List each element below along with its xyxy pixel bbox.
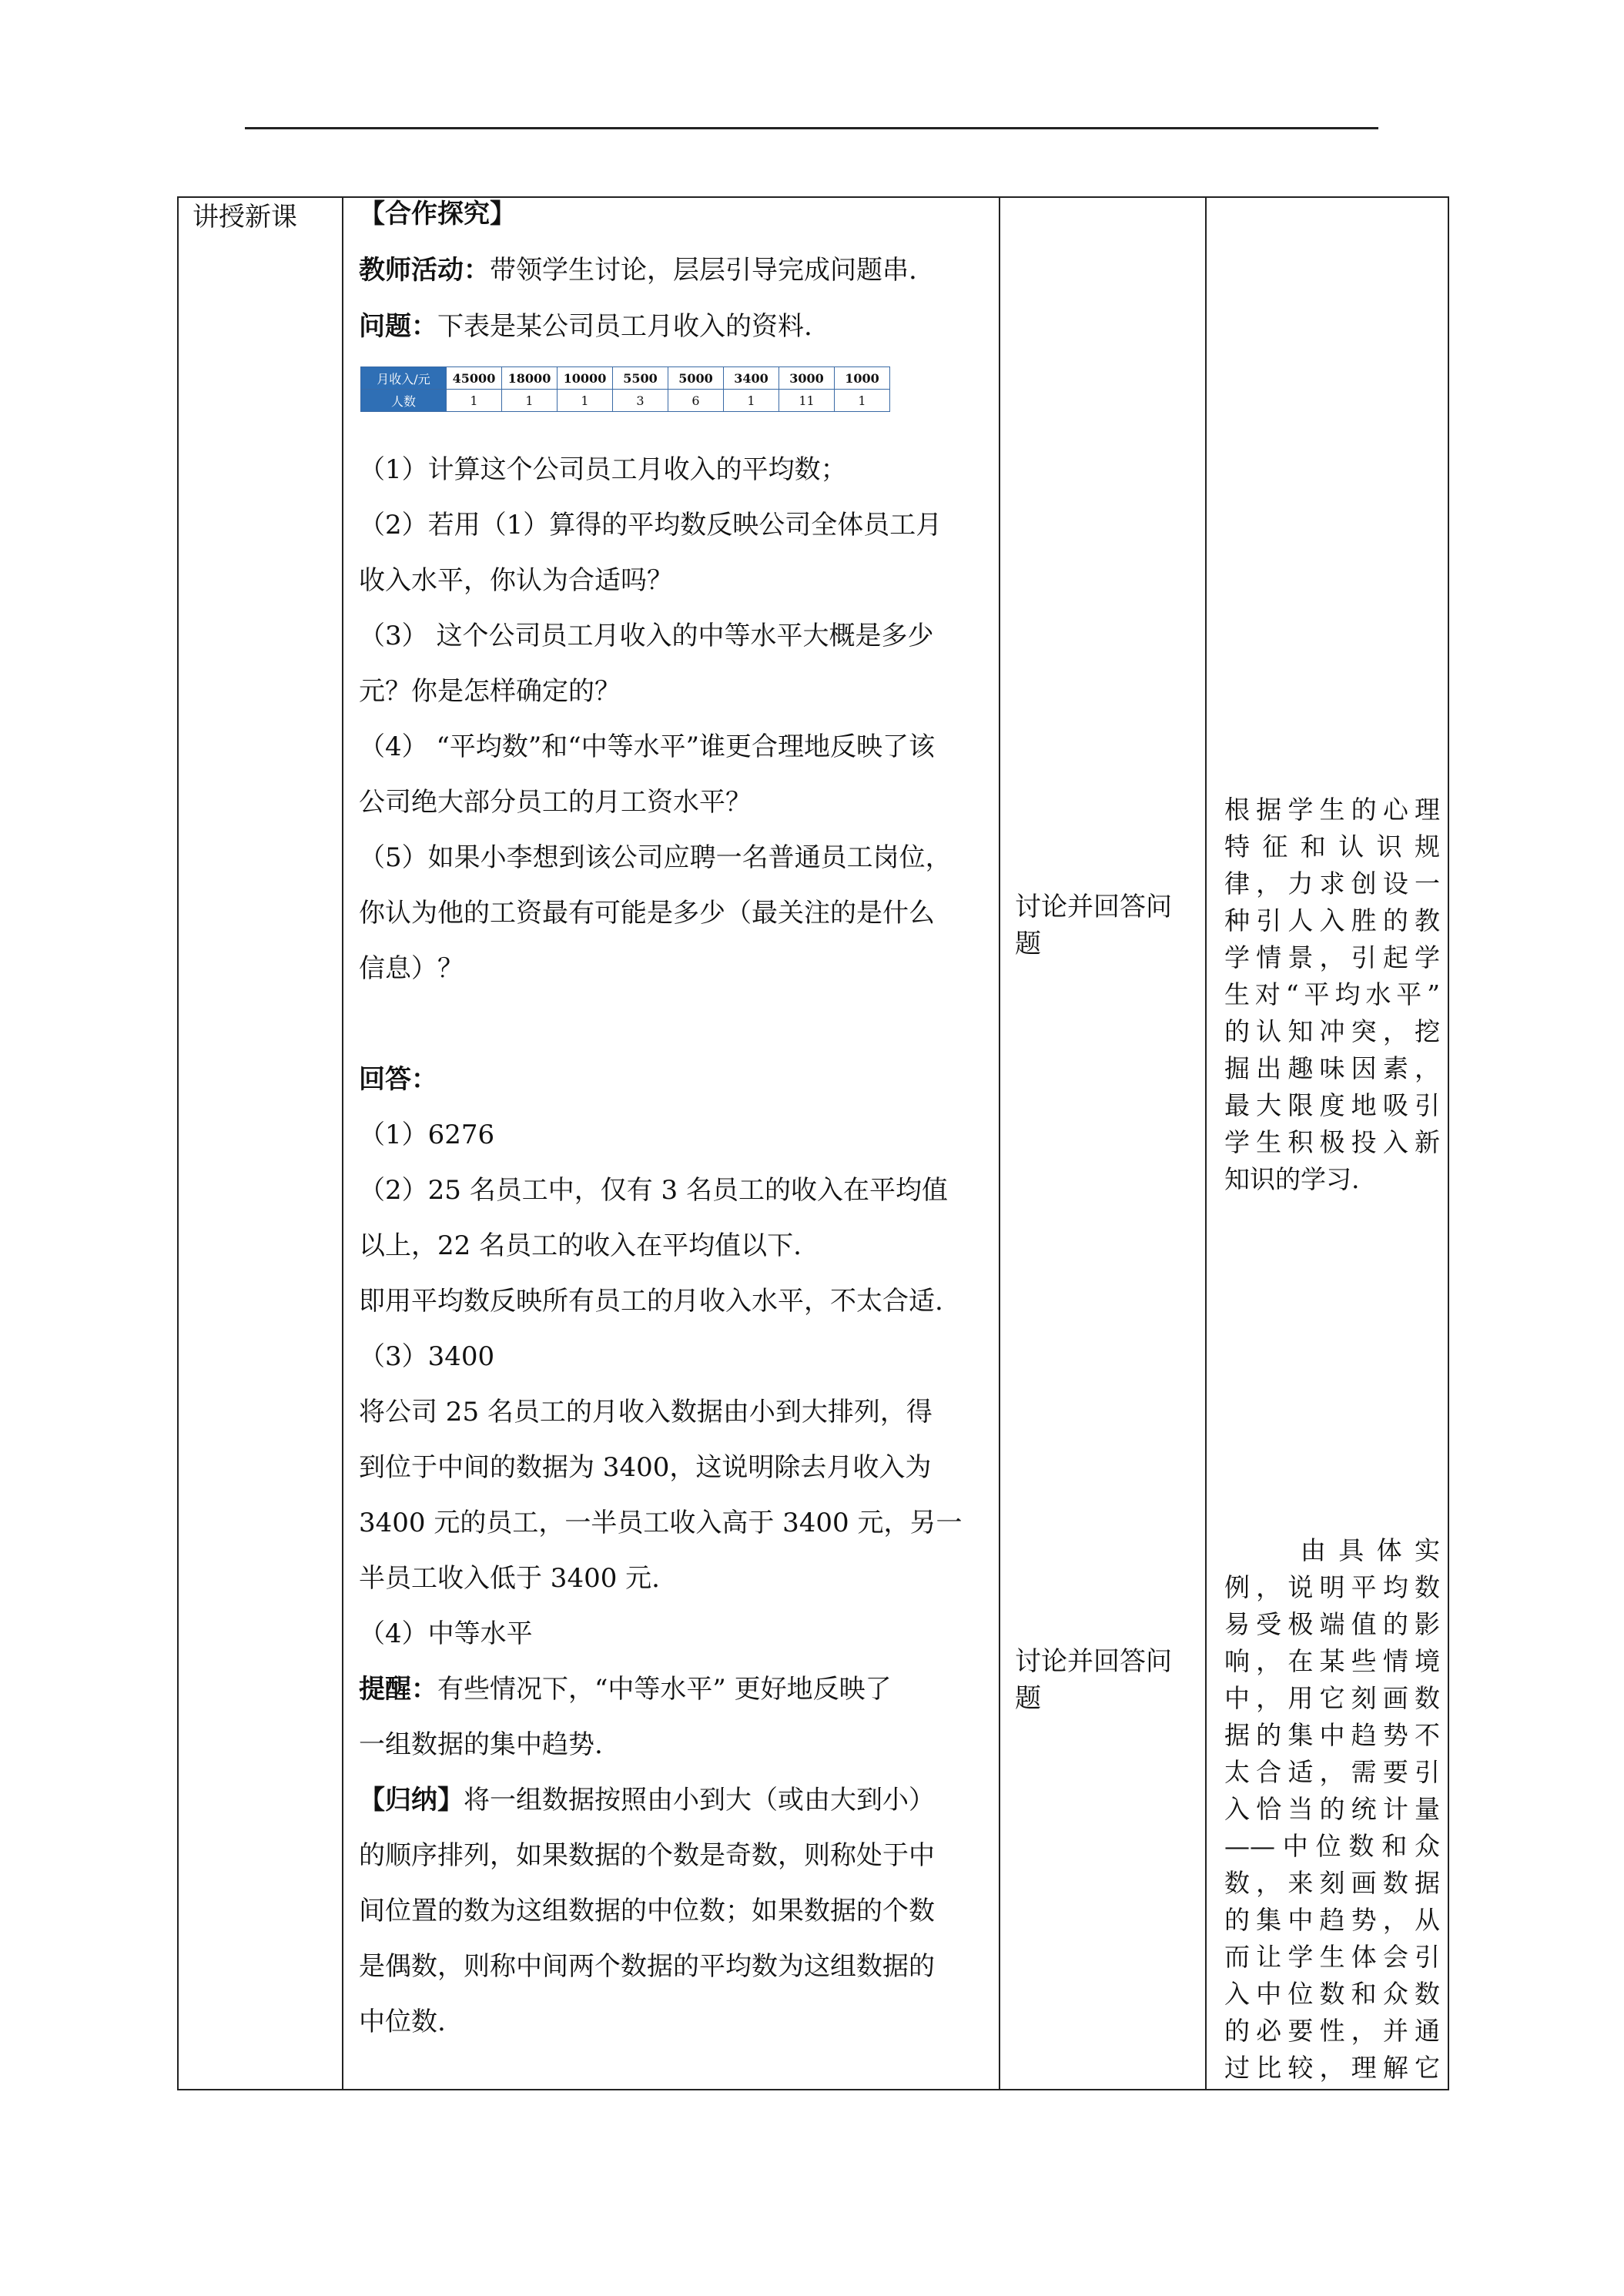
design-intent-2-line: ——中位数和众 <box>1224 1831 1440 1861</box>
design-intent-2-line: 由具体实 <box>1224 1535 1440 1565</box>
answer-3-line-3: 3400 元的员工，一半员工收入高于 3400 元，另一 <box>359 1508 963 1538</box>
design-intent-2-line: 响，在某些情境 <box>1224 1646 1440 1676</box>
summary-line-5: 中位数. <box>359 2006 446 2037</box>
summary-label: 【归纳】 <box>359 1785 464 1816</box>
reminder-text: 有些情况下，“中等水平” 更好地反映了 <box>437 1674 892 1705</box>
design-intent-1-line: 种引人入胜的教 <box>1224 905 1440 935</box>
answer-2-line-1: （2）25 名员工中，仅有 3 名员工的收入在平均值 <box>359 1175 948 1206</box>
design-intent-2-line: 太合适，需要引 <box>1224 1757 1440 1787</box>
income-cell: 3000 <box>779 367 835 390</box>
question-text: 下表是某公司员工月收入的资料. <box>437 311 812 342</box>
answer-2-line-3: 即用平均数反映所有员工的月收入水平，不太合适. <box>359 1286 943 1317</box>
count-cell: 1 <box>502 390 558 412</box>
answer-4: （4）中等水平 <box>359 1618 533 1649</box>
summary-text: 将一组数据按照由小到大（或由大到小） <box>464 1785 935 1816</box>
income-cell: 3400 <box>724 367 779 390</box>
design-intent-2-line: 入中位数和众数 <box>1224 1979 1440 2009</box>
design-intent-2-line: 数，来刻画数据 <box>1224 1868 1440 1898</box>
column-divider-2 <box>999 196 1000 2090</box>
summary-line-4: 是偶数，则称中间两个数据的平均数为这组数据的 <box>359 1951 935 1982</box>
question-2-line-1: （2）若用（1）算得的平均数反映公司全体员工月 <box>359 510 943 541</box>
reminder-label: 提醒： <box>359 1674 437 1705</box>
income-cell: 5000 <box>668 367 724 390</box>
question-label: 问题： <box>359 311 437 342</box>
design-intent-1-line: 学情景，引起学 <box>1224 942 1440 972</box>
reminder-line-1 <box>359 1674 892 1705</box>
teacher-activity <box>359 255 917 286</box>
summary-line-1 <box>359 1785 935 1816</box>
answer-1: （1）6276 <box>359 1120 495 1150</box>
question-2-line-2: 收入水平，你认为合适吗？ <box>359 565 673 596</box>
design-intent-2 <box>1224 1532 1440 2087</box>
summary-line-3: 间位置的数为这组数据的中位数；如果数据的个数 <box>359 1896 935 1926</box>
count-row <box>361 390 890 412</box>
header-rule <box>245 127 1378 129</box>
design-intent-1-line: 根据学生的心理 <box>1224 795 1440 825</box>
design-intent-1-line: 掘出趣味因素， <box>1224 1053 1440 1083</box>
design-intent-2-line: 中，用它刻画数 <box>1224 1683 1440 1713</box>
count-cell: 1 <box>724 390 779 412</box>
count-cell: 3 <box>613 390 668 412</box>
design-intent-2-line: 例，说明平均数 <box>1224 1572 1440 1602</box>
income-row <box>361 367 890 390</box>
column-divider-3 <box>1205 196 1207 2090</box>
student-activity-2-line-2: 题 <box>1015 1683 1041 1714</box>
student-activity-2-line-1: 讨论并回答问 <box>1015 1646 1172 1677</box>
count-cell: 1 <box>447 390 502 412</box>
count-cell: 6 <box>668 390 724 412</box>
design-intent-2-line: 而让学生体会引 <box>1224 1942 1440 1972</box>
student-activity-1 <box>1015 889 1172 962</box>
design-intent-1-line: 的认知冲突，挖 <box>1224 1016 1440 1046</box>
design-intent-1 <box>1224 792 1440 1198</box>
design-intent-1-line: 律，力求创设一 <box>1224 869 1440 899</box>
question-5-line-3: 信息）？ <box>359 953 464 984</box>
count-cell: 11 <box>779 390 835 412</box>
income-cell: 18000 <box>502 367 558 390</box>
question-1: （1）计算这个公司员工月收入的平均数； <box>359 454 847 485</box>
income-header-cell: 月收入/元 <box>361 367 447 390</box>
count-cell: 1 <box>835 390 890 412</box>
answer-3: （3）3400 <box>359 1341 495 1372</box>
column-divider-1 <box>342 196 343 2090</box>
design-intent-1-line: 特征和认识规 <box>1224 832 1440 862</box>
income-cell: 45000 <box>447 367 502 390</box>
reminder-line-2: 一组数据的集中趋势. <box>359 1729 603 1760</box>
count-header-cell: 人数 <box>361 390 447 412</box>
student-activity-1-line-2: 题 <box>1015 929 1041 959</box>
design-intent-2-line: 据的集中趋势不 <box>1224 1720 1440 1750</box>
income-cell: 10000 <box>558 367 613 390</box>
design-intent-2-line: 过比较，理解它 <box>1224 2053 1440 2083</box>
design-intent-2-line: 易受极端值的影 <box>1224 1609 1440 1639</box>
student-activity-1-line-1: 讨论并回答问 <box>1015 892 1172 922</box>
design-intent-1-line: 学生积极投入新 <box>1224 1127 1440 1157</box>
question-5-line-1: （5）如果小李想到该公司应聘一名普通员工岗位， <box>359 842 952 873</box>
design-intent-2-line: 的集中趋势，从 <box>1224 1905 1440 1935</box>
income-cell: 1000 <box>835 367 890 390</box>
answer-3-line-1: 将公司 25 名员工的月收入数据由小到大排列，得 <box>359 1397 933 1427</box>
design-intent-2-line: 的必要性，并通 <box>1224 2016 1440 2046</box>
summary-line-2: 的顺序排列，如果数据的个数是奇数，则称处于中 <box>359 1840 935 1871</box>
design-intent-2-line: 入恰当的统计量 <box>1224 1794 1440 1824</box>
section-label: 讲授新课 <box>193 202 297 233</box>
income-table <box>360 366 890 412</box>
answer-3-line-4: 半员工收入低于 3400 元. <box>359 1563 660 1594</box>
design-intent-1-line: 生对“平均水平” <box>1224 979 1440 1009</box>
answer-label: 回答： <box>359 1064 437 1095</box>
teacher-activity-label: 教师活动： <box>359 255 490 286</box>
question-5-line-2: 你认为他的工资最有可能是多少（最关注的是什么 <box>359 898 935 929</box>
question-3-line-1: （3） 这个公司员工月收入的中等水平大概是多少 <box>359 621 934 651</box>
question-4-line-1: （4） “平均数”和“中等水平”谁更合理地反映了该 <box>359 731 935 762</box>
question-3-line-2: 元？你是怎样确定的？ <box>359 676 621 707</box>
answer-2-line-2: 以上，22 名员工的收入在平均值以下. <box>359 1230 802 1261</box>
income-cell: 5500 <box>613 367 668 390</box>
design-intent-1-line: 最大限度地吸引 <box>1224 1090 1440 1120</box>
teacher-activity-text: 带领学生讨论，层层引导完成问题串. <box>490 255 917 286</box>
count-cell: 1 <box>558 390 613 412</box>
student-activity-2 <box>1015 1643 1172 1717</box>
answer-3-line-2: 到位于中间的数据为 3400，这说明除去月收入为 <box>359 1452 932 1483</box>
design-intent-1-line: 知识的学习. <box>1224 1164 1360 1194</box>
question-4-line-2: 公司绝大部分员工的月工资水平？ <box>359 787 752 818</box>
question <box>359 311 812 342</box>
cooperative-heading: 【合作探究】 <box>359 199 516 229</box>
